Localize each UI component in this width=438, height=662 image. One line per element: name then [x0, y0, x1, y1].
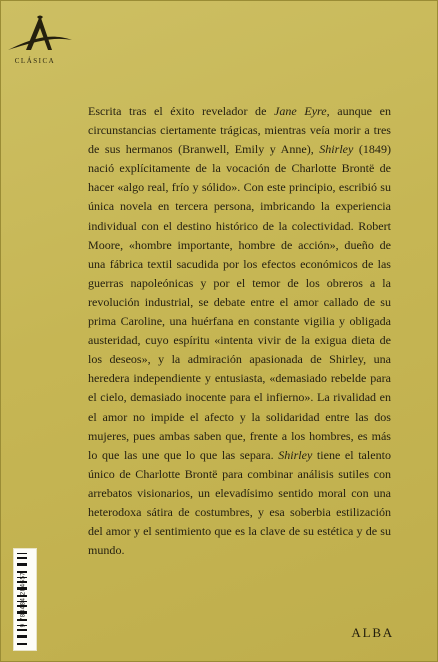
- italic-title-segment: Shirley: [278, 447, 313, 462]
- blurb-text-segment: tiene el talento único de Charlotte Brontë para combinar análisis sutiles con arrebatos visionarios, un elevadísimo sentido moral con una heterodoxa sátira de costumbres, y esa soberbia estilización del amor y el sentimiento que es la clave de su estética y de su mundo.: [88, 447, 391, 558]
- isbn-barcode: [13, 548, 37, 651]
- publisher-logo: [6, 14, 76, 74]
- blurb-text-segment: aunque en circunstancias ciertamente trágicas, mientras veía morir a tres de sus hermanos (Branwell, Emily y Anne),: [88, 104, 391, 157]
- back-cover-blurb: [88, 102, 391, 560]
- blurb-text-segment: Escrita tras el éxito revelador de: [88, 104, 275, 118]
- italic-title-segment: Shirley: [319, 142, 354, 157]
- logo-label: CLÁSICA: [14, 57, 56, 65]
- blurb-text-segment: (1849) nació explícitamente de la vocación de Charlotte Brontë de hacer «algo real, frío y sólido». Con este principio, escribió su única novela en tercera persona, imbricando la experiencia individual con el destino histórico de la colectividad. Robert Moore, «hombre importante, hombre de acción», dueño de una fábrica textil sacudida por los efectos económicos de las guerras napoleónicas y por el temor de los obreros a la revolución industrial, se debate entre el amor callado de su prima Caroline, una huérfana en constante vigilia y obligada austeridad, cuyo espíritu «intenta vivir de la exigua dieta de los deseos», y la admiración apasionada de Shirley, una heredera independiente y entusiasta, «demasiado rebelde para el cielo, demasiado inocente para el infierno». La rivalidad en el amor no impide el afecto y la solidaridad entre las dos mujeres, pues ambas saben que, frente a los hombres, es más lo que las une que lo que las separa.: [88, 142, 391, 462]
- italic-title-segment: Jane Eyre,: [274, 104, 330, 118]
- isbn-number: 9 788484 284657: [20, 571, 27, 628]
- publisher-name: ALBA: [351, 625, 394, 640]
- alba-a-logo-icon: [6, 14, 76, 58]
